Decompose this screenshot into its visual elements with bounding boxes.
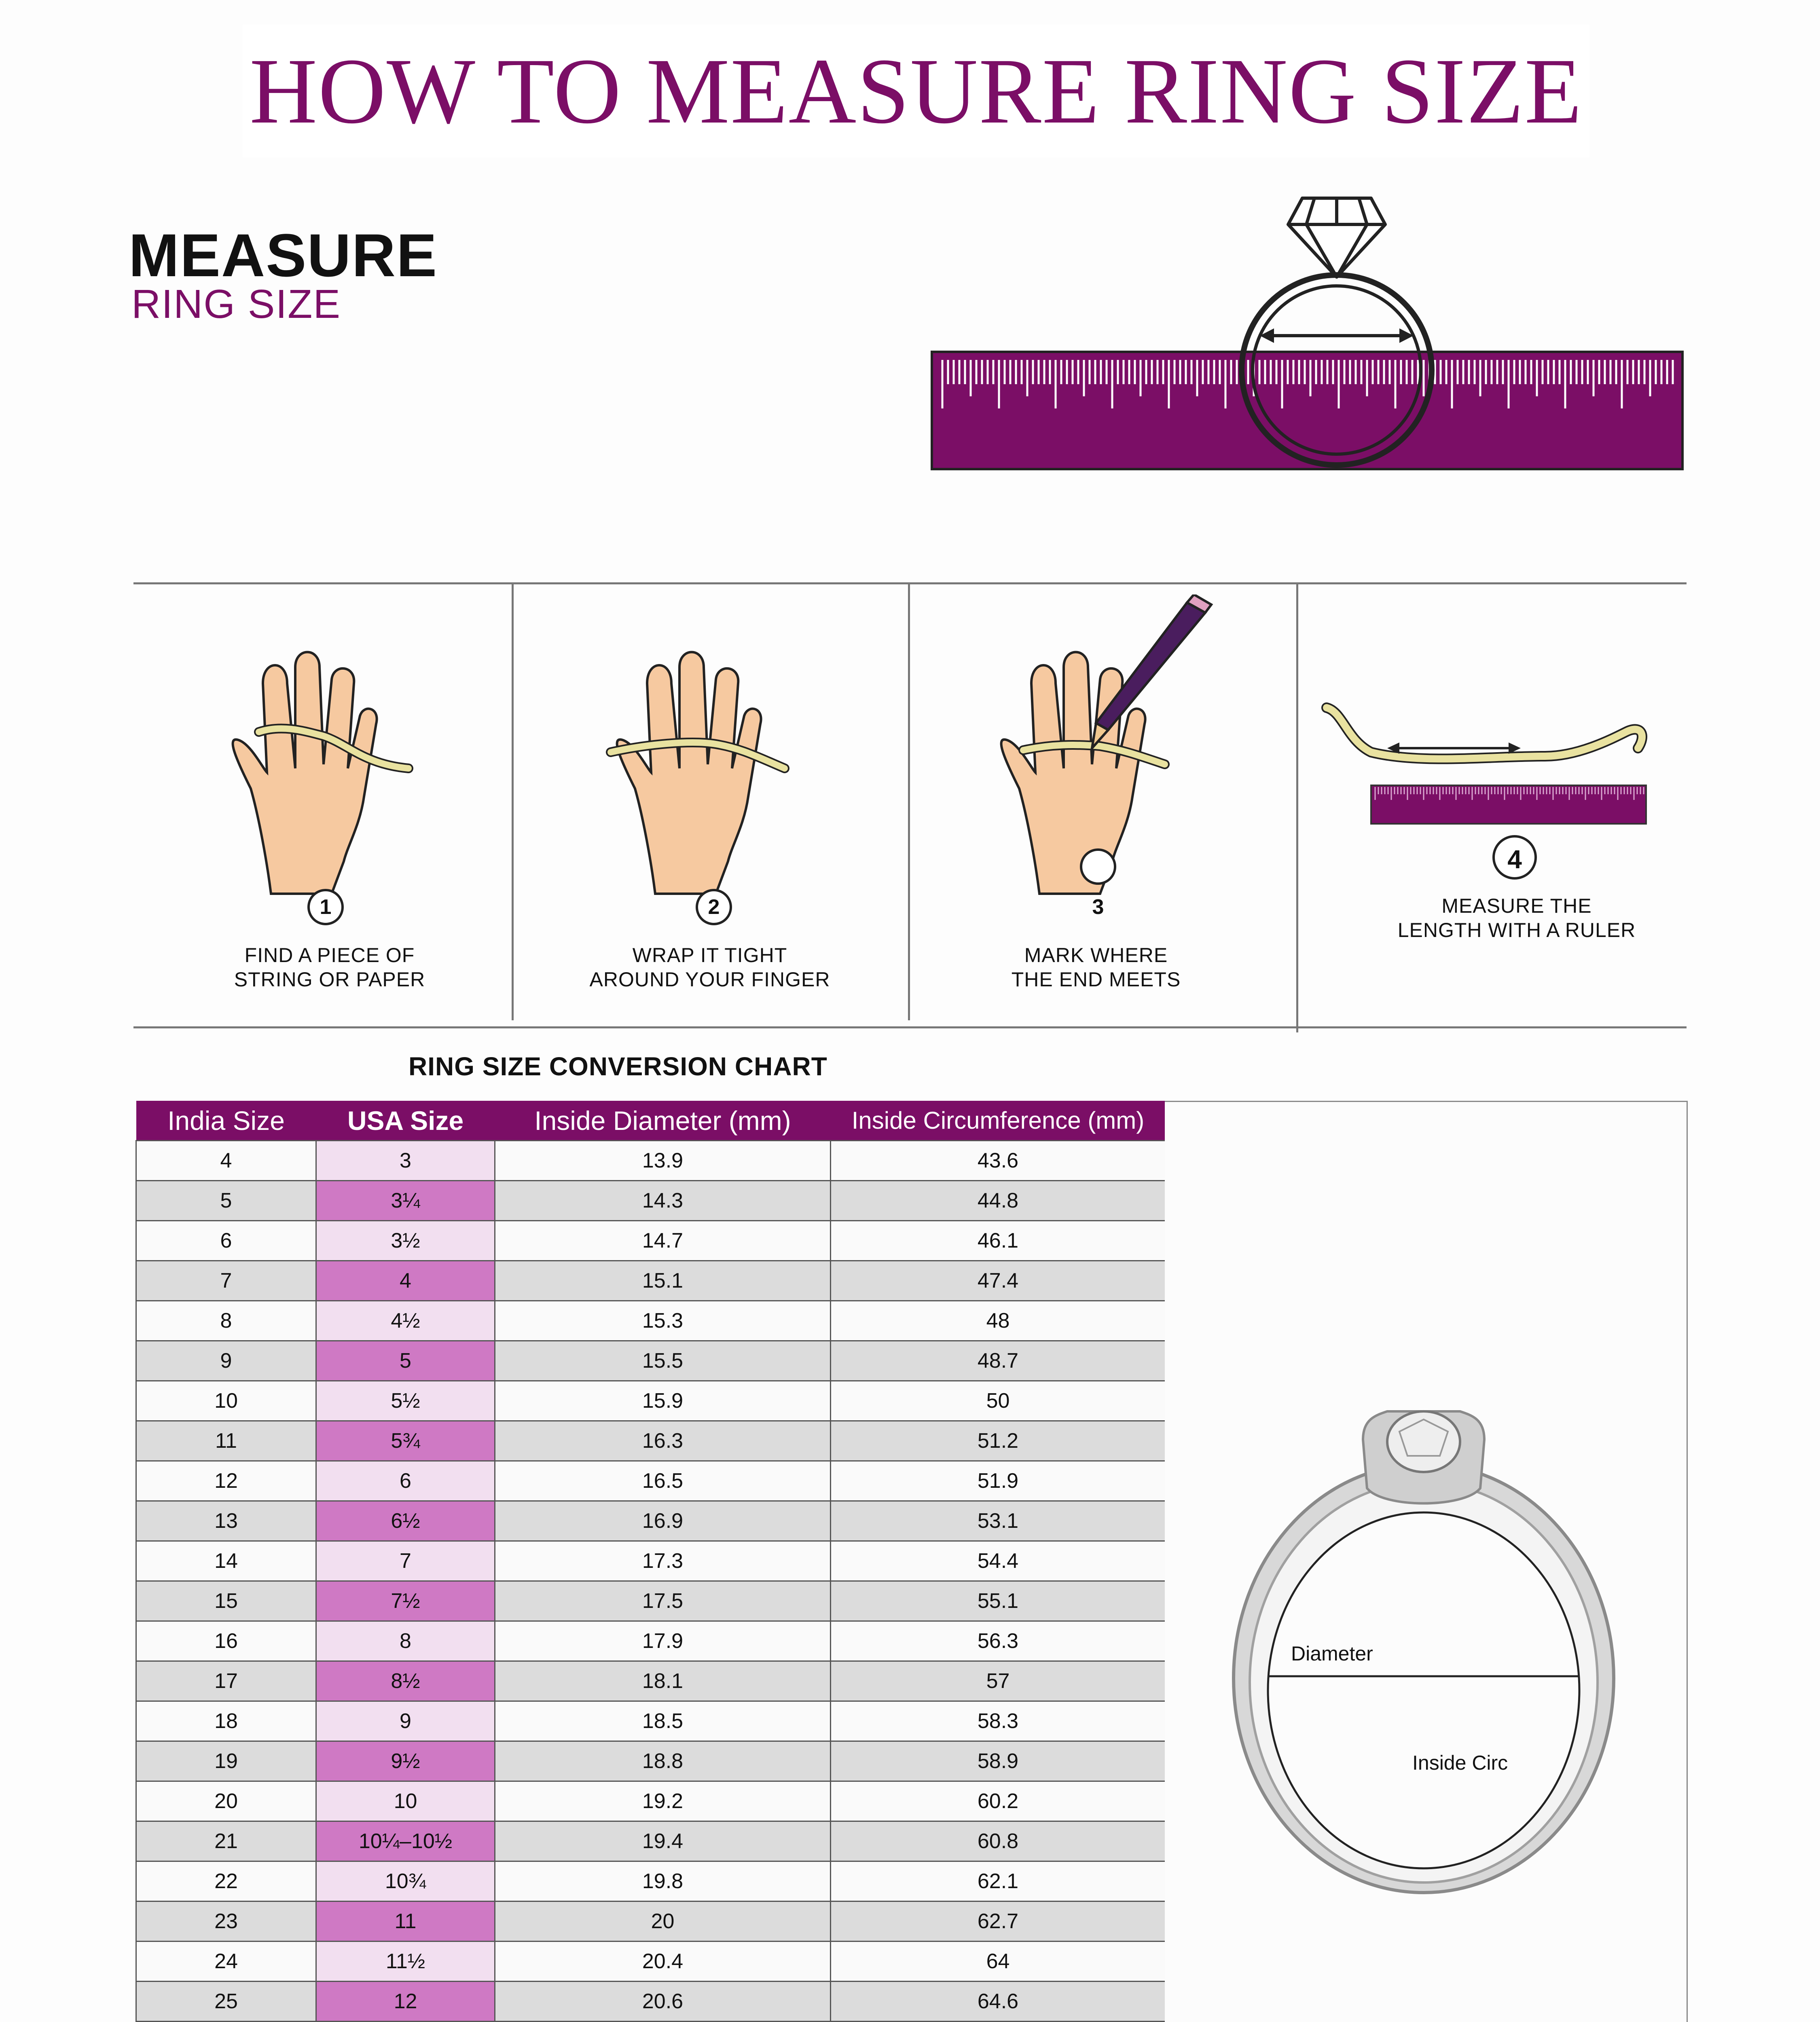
- cell-usa-size: 5¾: [316, 1421, 495, 1461]
- table-row: [136, 1581, 1166, 1621]
- cell-inside-circumference: 51.9: [831, 1461, 1166, 1501]
- cell-inside-diameter: 17.9: [495, 1621, 831, 1661]
- cell-inside-diameter: 14.7: [495, 1221, 831, 1261]
- cell-inside-circumference: 62.7: [831, 1901, 1166, 1942]
- cell-inside-circumference: 44.8: [831, 1181, 1166, 1221]
- cell-usa-size: 3½: [316, 1221, 495, 1261]
- cell-india-size: 4: [136, 1141, 316, 1181]
- cell-india-size: 17: [136, 1661, 316, 1701]
- hand-string-illustration: [202, 635, 429, 926]
- table-row: [136, 1301, 1166, 1341]
- table-row: [136, 1541, 1166, 1581]
- cell-usa-size: 6½: [316, 1501, 495, 1541]
- step-label-line: WRAP IT TIGHT: [632, 944, 787, 967]
- ruler-ring-illustration: [926, 186, 1687, 477]
- cell-inside-diameter: 18.8: [495, 1741, 831, 1781]
- cell-usa-size: 3¼: [316, 1181, 495, 1221]
- cell-usa-size: 10: [316, 1781, 495, 1821]
- cell-inside-diameter: 20.4: [495, 1942, 831, 1982]
- table-row: [136, 1821, 1166, 1861]
- ring-size-table: [135, 1101, 1166, 2022]
- cell-usa-size: 7: [316, 1541, 495, 1581]
- diameter-label: Diameter: [1291, 1642, 1373, 1665]
- cell-usa-size: 3: [316, 1141, 495, 1181]
- cell-inside-circumference: 56.3: [831, 1621, 1166, 1661]
- cell-india-size: 6: [136, 1221, 316, 1261]
- cell-inside-circumference: 57: [831, 1661, 1166, 1701]
- header-inside-circumference: Inside Circumference (mm): [831, 1101, 1166, 1141]
- cell-india-size: 20: [136, 1781, 316, 1821]
- header-inside-diameter: Inside Diameter (mm): [495, 1101, 831, 1141]
- cell-usa-size: 8: [316, 1621, 495, 1661]
- cell-inside-diameter: 17.5: [495, 1581, 831, 1621]
- cell-india-size: 5: [136, 1181, 316, 1221]
- cell-inside-circumference: 58.3: [831, 1701, 1166, 1741]
- gem-icon: [1387, 1411, 1460, 1472]
- step-number: 2: [708, 895, 720, 919]
- cell-usa-size: 4: [316, 1261, 495, 1301]
- cell-inside-diameter: 18.1: [495, 1661, 831, 1701]
- cell-inside-circumference: 64.6: [831, 1982, 1166, 2022]
- table-row: [136, 1781, 1166, 1821]
- cell-usa-size: 9: [316, 1701, 495, 1741]
- cell-india-size: 16: [136, 1621, 316, 1661]
- step-label-line: AROUND YOUR FINGER: [589, 968, 830, 991]
- divider-top: [133, 582, 1687, 584]
- cell-india-size: 7: [136, 1261, 316, 1301]
- cell-inside-circumference: 48.7: [831, 1341, 1166, 1381]
- header-india-size: India Size: [136, 1101, 316, 1141]
- table-row: [136, 1982, 1166, 2022]
- table-row: [136, 1942, 1166, 1982]
- table-row: [136, 1461, 1166, 1501]
- cell-inside-diameter: 15.9: [495, 1381, 831, 1421]
- table-row: [136, 1701, 1166, 1741]
- cell-inside-circumference: 53.1: [831, 1501, 1166, 1541]
- table-row: [136, 1181, 1166, 1221]
- table-row: [136, 1861, 1166, 1901]
- step-separator: [512, 584, 514, 1020]
- cell-inside-circumference: 46.1: [831, 1221, 1166, 1261]
- cell-inside-circumference: 47.4: [831, 1261, 1166, 1301]
- cell-usa-size: 6: [316, 1461, 495, 1501]
- table-row: [136, 1221, 1166, 1261]
- cell-inside-circumference: 50: [831, 1381, 1166, 1421]
- table-row: [136, 1421, 1166, 1461]
- table-row: [136, 1661, 1166, 1701]
- cell-inside-diameter: 14.3: [495, 1181, 831, 1221]
- cell-usa-size: 10¾: [316, 1861, 495, 1901]
- cell-usa-size: 5: [316, 1341, 495, 1381]
- step-label: [1375, 894, 1658, 942]
- step-label-line: MARK WHERE: [1024, 944, 1168, 967]
- cell-india-size: 19: [136, 1741, 316, 1781]
- step-label: [957, 943, 1236, 992]
- cell-india-size: 13: [136, 1501, 316, 1541]
- step-number: 1: [320, 895, 332, 919]
- step-separator: [1296, 584, 1298, 1032]
- cell-usa-size: 10¼–10½: [316, 1821, 495, 1861]
- divider-bottom: [133, 1026, 1687, 1028]
- step-label-line: THE END MEETS: [1011, 968, 1181, 991]
- cell-inside-diameter: 16.3: [495, 1421, 831, 1461]
- cell-inside-diameter: 19.2: [495, 1781, 831, 1821]
- cell-inside-diameter: 19.4: [495, 1821, 831, 1861]
- cell-inside-diameter: 19.8: [495, 1861, 831, 1901]
- cell-inside-diameter: 16.5: [495, 1461, 831, 1501]
- cell-inside-circumference: 51.2: [831, 1421, 1166, 1461]
- cell-india-size: 21: [136, 1821, 316, 1861]
- cell-india-size: 22: [136, 1861, 316, 1901]
- step-number: 3: [1092, 895, 1104, 919]
- step-number: 4: [1507, 845, 1522, 874]
- cell-india-size: 9: [136, 1341, 316, 1381]
- cell-inside-diameter: 15.3: [495, 1301, 831, 1341]
- cell-usa-size: 7½: [316, 1581, 495, 1621]
- cell-inside-circumference: 60.8: [831, 1821, 1166, 1861]
- cell-inside-diameter: 20.6: [495, 1982, 831, 2022]
- cell-inside-diameter: 20: [495, 1901, 831, 1942]
- cell-inside-circumference: 62.1: [831, 1861, 1166, 1901]
- table-row: [136, 1621, 1166, 1661]
- cell-india-size: 25: [136, 1982, 316, 2022]
- cell-india-size: 8: [136, 1301, 316, 1341]
- ring-diagram-illustration: [1230, 1407, 1618, 1905]
- cell-india-size: 10: [136, 1381, 316, 1421]
- hand-wrap-illustration: [586, 635, 813, 926]
- step-label-line: FIND A PIECE OF: [244, 944, 415, 967]
- cell-usa-size: 11: [316, 1901, 495, 1942]
- step-separator: [908, 584, 910, 1020]
- cell-india-size: 23: [136, 1901, 316, 1942]
- cell-inside-circumference: 60.2: [831, 1781, 1166, 1821]
- cell-inside-diameter: 15.1: [495, 1261, 831, 1301]
- table-row: [136, 1141, 1166, 1181]
- cell-inside-circumference: 43.6: [831, 1141, 1166, 1181]
- cell-inside-circumference: 58.9: [831, 1741, 1166, 1781]
- cell-india-size: 24: [136, 1942, 316, 1982]
- hand-mark-illustration: [971, 594, 1238, 926]
- cell-inside-circumference: 55.1: [831, 1581, 1166, 1621]
- cell-inside-circumference: 64: [831, 1942, 1166, 1982]
- table-row: [136, 1901, 1166, 1942]
- step-label: [190, 943, 469, 992]
- cell-inside-diameter: 16.9: [495, 1501, 831, 1541]
- step-label: [570, 943, 849, 992]
- cell-usa-size: 5½: [316, 1381, 495, 1421]
- table-row: [136, 1501, 1166, 1541]
- table-row: [136, 1741, 1166, 1781]
- table-row: [136, 1341, 1166, 1381]
- cell-inside-circumference: 48: [831, 1301, 1166, 1341]
- cell-inside-circumference: 54.4: [831, 1541, 1166, 1581]
- step-label-line: LENGTH WITH A RULER: [1397, 919, 1636, 941]
- header-usa-size: USA Size: [316, 1101, 495, 1141]
- cell-inside-diameter: 18.5: [495, 1701, 831, 1741]
- section-heading: MEASURE: [129, 221, 438, 289]
- section-subheading: RING SIZE: [131, 281, 341, 327]
- cell-india-size: 15: [136, 1581, 316, 1621]
- step-label-line: STRING OR PAPER: [234, 968, 425, 991]
- cell-inside-diameter: 17.3: [495, 1541, 831, 1581]
- cell-inside-diameter: 13.9: [495, 1141, 831, 1181]
- cell-india-size: 14: [136, 1541, 316, 1581]
- string-ruler-illustration: [1318, 696, 1654, 882]
- cell-inside-diameter: 15.5: [495, 1341, 831, 1381]
- page-title: HOW TO MEASURE RING SIZE: [243, 24, 1589, 158]
- table-row: [136, 1261, 1166, 1301]
- step-label-line: MEASURE THE: [1441, 895, 1592, 917]
- cell-usa-size: 11½: [316, 1942, 495, 1982]
- chart-title: RING SIZE CONVERSION CHART: [408, 1052, 827, 1081]
- cell-usa-size: 12: [316, 1982, 495, 2022]
- cell-usa-size: 4½: [316, 1301, 495, 1341]
- diamond-icon: [1288, 198, 1385, 277]
- inside-circ-label: Inside Circ: [1412, 1751, 1508, 1774]
- cell-india-size: 18: [136, 1701, 316, 1741]
- cell-india-size: 11: [136, 1421, 316, 1461]
- cell-usa-size: 9½: [316, 1741, 495, 1781]
- table-row: [136, 1381, 1166, 1421]
- cell-india-size: 12: [136, 1461, 316, 1501]
- cell-usa-size: 8½: [316, 1661, 495, 1701]
